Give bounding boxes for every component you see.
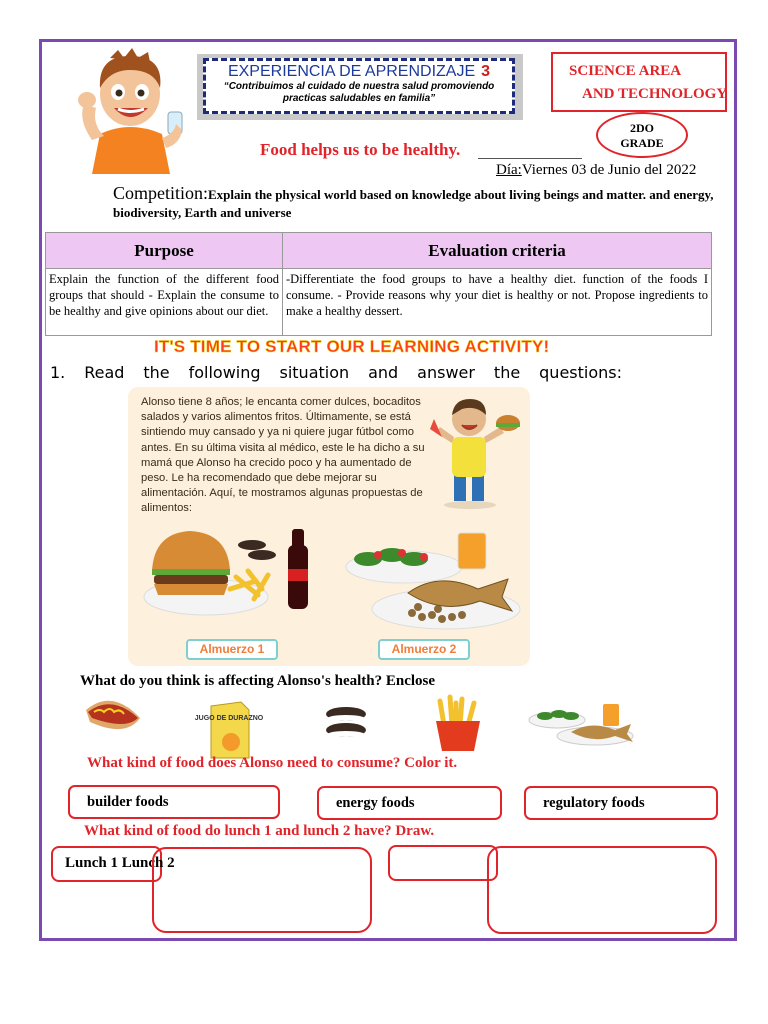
competition bbox=[113, 184, 728, 222]
lunch-label-box bbox=[51, 846, 175, 882]
lunch1-tag: Almuerzo 1 bbox=[186, 639, 278, 660]
instruction: 1. Read the following situation and answer the questions: bbox=[50, 363, 622, 382]
criteria-table bbox=[45, 232, 712, 336]
competition-label: Competition: bbox=[113, 183, 209, 203]
cookies-icon[interactable] bbox=[321, 702, 371, 744]
lunch2-illustration bbox=[338, 531, 528, 635]
grade-line2: GRADE bbox=[620, 136, 664, 150]
boy-mascot-illustration bbox=[70, 48, 190, 174]
area-line1: SCIENCE AREA bbox=[569, 63, 682, 79]
lunch2-drawing-area[interactable] bbox=[487, 846, 717, 934]
juice-box-text: JUGO DE DURAZNO bbox=[194, 715, 264, 722]
fries-icon[interactable] bbox=[430, 695, 486, 753]
purpose-header: Purpose bbox=[46, 233, 283, 269]
healthy-plate-icon[interactable] bbox=[525, 698, 635, 746]
lunch2-label-box bbox=[388, 845, 498, 881]
grade-line1: 2DO bbox=[630, 121, 654, 135]
lunch1-drawing-area[interactable] bbox=[152, 847, 372, 933]
evaluation-header: Evaluation criteria bbox=[283, 233, 712, 269]
tagline-underline bbox=[478, 158, 582, 159]
question-1: What do you think is affecting Alonso's health? Enclose bbox=[80, 673, 436, 689]
hotdog-icon[interactable] bbox=[82, 692, 144, 740]
banner-title-text: EXPERIENCIA DE APRENDIZAJE bbox=[227, 63, 476, 80]
regulatory-foods-option[interactable]: regulatory foods bbox=[524, 786, 718, 820]
date bbox=[496, 162, 696, 179]
banner-number: 3 bbox=[481, 63, 491, 80]
purpose-cell: Explain the function of the different food groups that should - Explain the consume to be healthy and give opinions about our diet. bbox=[46, 269, 283, 336]
area-line2: AND TECHNOLOGY bbox=[582, 86, 728, 102]
lunch2-tag: Almuerzo 2 bbox=[378, 639, 470, 660]
area-box bbox=[551, 52, 727, 112]
story-text: Alonso tiene 8 años; le encanta comer dulces, bocaditos salados y varios alimentos fritos. Últimamente, se está sintiendo muy cansado y ya ni quiere jugar fútbol como antes. En su última visita al médico, este le ha dicho a su mamá que Alonso ha crecido poco y ha aumentado de peso. Le ha recomendado que debe mejorar su alimentación. Aquí, te mostramos algunas propuestas de alimentos: bbox=[141, 396, 425, 515]
energy-foods-option[interactable]: energy foods bbox=[317, 786, 502, 820]
grade-badge bbox=[596, 112, 688, 158]
builder-foods-option[interactable]: builder foods bbox=[68, 785, 280, 819]
lunch-labels: Lunch 1 Lunch 2 bbox=[65, 855, 175, 871]
evaluation-cell: -Differentiate the food groups to have a healthy diet. function of the foods I consume. - Provide reasons why your diet is healthy or not. Propose ingredients to make a healthy dessert. bbox=[283, 269, 712, 336]
unit-banner-inner bbox=[203, 58, 515, 114]
banner-subtitle: “Contribuimos al cuidado de nuestra salud promoviendo practicas saludables en familia” bbox=[223, 81, 495, 104]
unit-banner bbox=[197, 54, 523, 120]
activity-banner: IT'S TIME TO START OUR LEARNING ACTIVITY! bbox=[154, 337, 550, 356]
tagline: Food helps us to be healthy. bbox=[260, 140, 461, 159]
juice-box-icon[interactable] bbox=[194, 700, 264, 760]
question-2: What kind of food does Alonso need to consume? Color it. bbox=[87, 755, 458, 771]
question-3: What kind of food do lunch 1 and lunch 2 have? Draw. bbox=[84, 823, 435, 839]
date-value: Viernes 03 de Junio del 2022 bbox=[521, 162, 697, 178]
banner-title bbox=[206, 63, 512, 81]
alonso-illustration bbox=[424, 393, 524, 509]
lunch1-illustration bbox=[138, 519, 316, 619]
date-label: Día: bbox=[496, 162, 522, 178]
competition-text: Explain the physical world based on knowledge about living beings and matter. and energy, biodiversity, Earth and universe bbox=[113, 187, 714, 220]
story-card bbox=[128, 387, 530, 666]
